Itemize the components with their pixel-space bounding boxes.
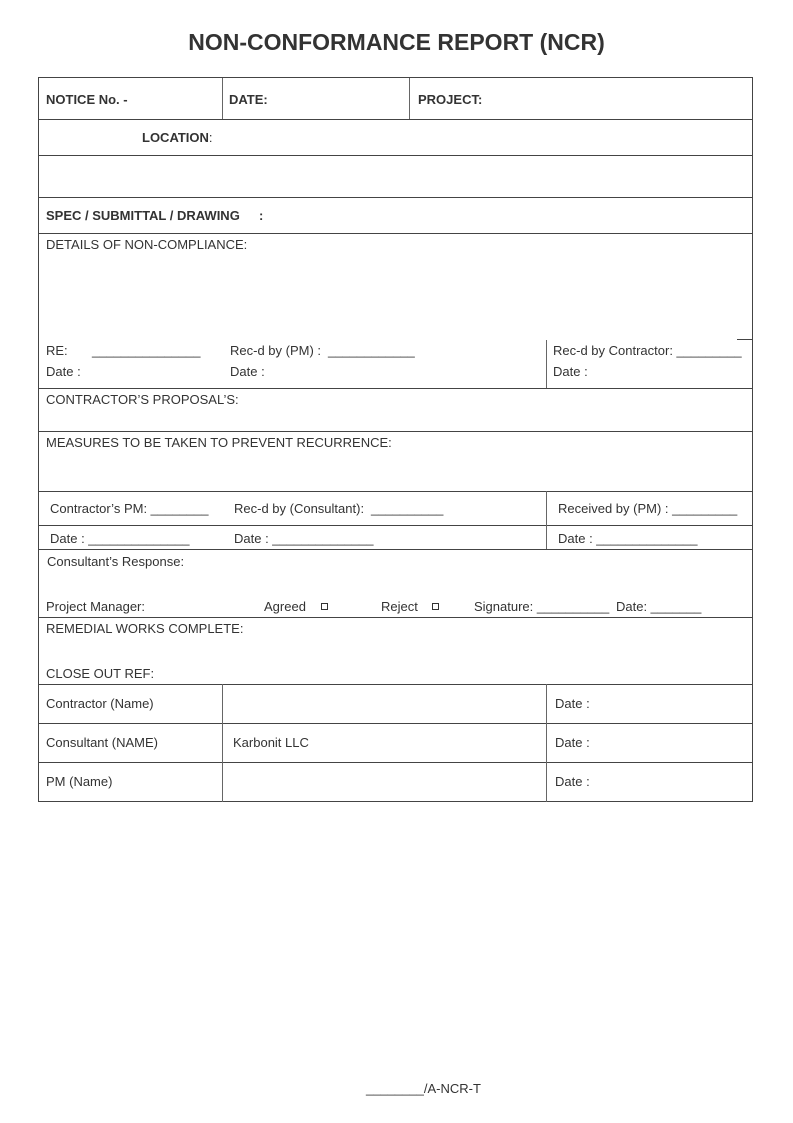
recd-contractor-label: Rec-d by Contractor: _________ bbox=[553, 343, 742, 358]
re-line: _______________ bbox=[92, 343, 201, 358]
row-divider bbox=[38, 762, 753, 763]
col-divider bbox=[546, 491, 547, 549]
row-divider bbox=[38, 119, 753, 120]
row-divider bbox=[38, 197, 753, 198]
row-divider bbox=[38, 684, 753, 685]
recd-consultant-line: __________ bbox=[371, 501, 444, 516]
reject-label: Reject bbox=[381, 599, 418, 614]
location-label bbox=[142, 130, 213, 145]
signoff-role: PM (Name) bbox=[46, 774, 113, 789]
remedial-label: REMEDIAL WORKS COMPLETE: bbox=[46, 621, 244, 636]
contractor-pm-label: Contractor’s PM: ________ bbox=[50, 501, 209, 516]
signature-label: Signature: __________ bbox=[474, 599, 610, 614]
consultant-date-label: Date: _______ bbox=[616, 599, 702, 614]
recd-pm-label: Rec-d by (PM) : bbox=[230, 343, 322, 358]
project-manager-label: Project Manager: bbox=[46, 599, 145, 614]
col-divider bbox=[546, 340, 547, 388]
spec-colon: : bbox=[259, 208, 264, 223]
re-date-label: Date : bbox=[46, 364, 81, 379]
received-pm-date: Date : ______________ bbox=[558, 531, 698, 546]
notice-label: NOTICE No. - bbox=[46, 92, 128, 107]
row-divider bbox=[38, 617, 753, 618]
signoff-role: Consultant (NAME) bbox=[46, 735, 158, 750]
location-colon: : bbox=[208, 130, 213, 145]
re-label: RE: bbox=[46, 343, 68, 358]
spec-label: SPEC / SUBMITTAL / DRAWING bbox=[46, 208, 240, 223]
details-label: DETAILS OF NON-COMPLIANCE: bbox=[46, 237, 248, 252]
col-divider bbox=[409, 78, 410, 119]
signoff-date: Date : bbox=[555, 696, 590, 711]
location-text: LOCATION bbox=[142, 130, 209, 145]
date-label: DATE: bbox=[229, 92, 268, 107]
recd-consultant-date: Date : ______________ bbox=[234, 531, 374, 546]
recd-pm-date-label: Date : bbox=[230, 364, 265, 379]
signoff-date: Date : bbox=[555, 735, 590, 750]
row-divider bbox=[38, 491, 753, 492]
col-divider bbox=[222, 78, 223, 119]
tick-mark bbox=[737, 339, 753, 340]
recd-pm-line: ____________ bbox=[328, 343, 415, 358]
row-divider bbox=[38, 549, 753, 550]
row-divider bbox=[38, 431, 753, 432]
signoff-date: Date : bbox=[555, 774, 590, 789]
col-divider bbox=[546, 684, 547, 802]
row-divider bbox=[38, 801, 753, 802]
row-divider bbox=[38, 233, 753, 234]
close-out-label: CLOSE OUT REF: bbox=[46, 666, 155, 681]
recd-contractor-date-label: Date : bbox=[553, 364, 588, 379]
row-divider bbox=[38, 155, 753, 156]
col-divider bbox=[222, 684, 223, 802]
signoff-name: Karbonit LLC bbox=[233, 735, 309, 750]
measures-label: MEASURES TO BE TAKEN TO PREVENT RECURRENCE: bbox=[46, 435, 392, 450]
agreed-checkbox[interactable] bbox=[321, 603, 328, 610]
recd-consultant-label: Rec-d by (Consultant): bbox=[234, 501, 365, 516]
proposal-label: CONTRACTOR’S PROPOSAL’S: bbox=[46, 392, 239, 407]
contractor-pm-date: Date : ______________ bbox=[50, 531, 190, 546]
reject-checkbox[interactable] bbox=[432, 603, 439, 610]
consultant-response-label: Consultant’s Response: bbox=[47, 554, 185, 569]
row-divider bbox=[38, 388, 753, 389]
page-title: NON-CONFORMANCE REPORT (NCR) bbox=[188, 29, 605, 55]
signoff-role: Contractor (Name) bbox=[46, 696, 154, 711]
project-label: PROJECT: bbox=[418, 92, 483, 107]
document-code: ________/A-NCR-T bbox=[366, 1081, 481, 1096]
received-pm-label: Received by (PM) : _________ bbox=[558, 501, 738, 516]
row-divider bbox=[38, 525, 753, 526]
agreed-label: Agreed bbox=[264, 599, 306, 614]
row-divider bbox=[38, 723, 753, 724]
